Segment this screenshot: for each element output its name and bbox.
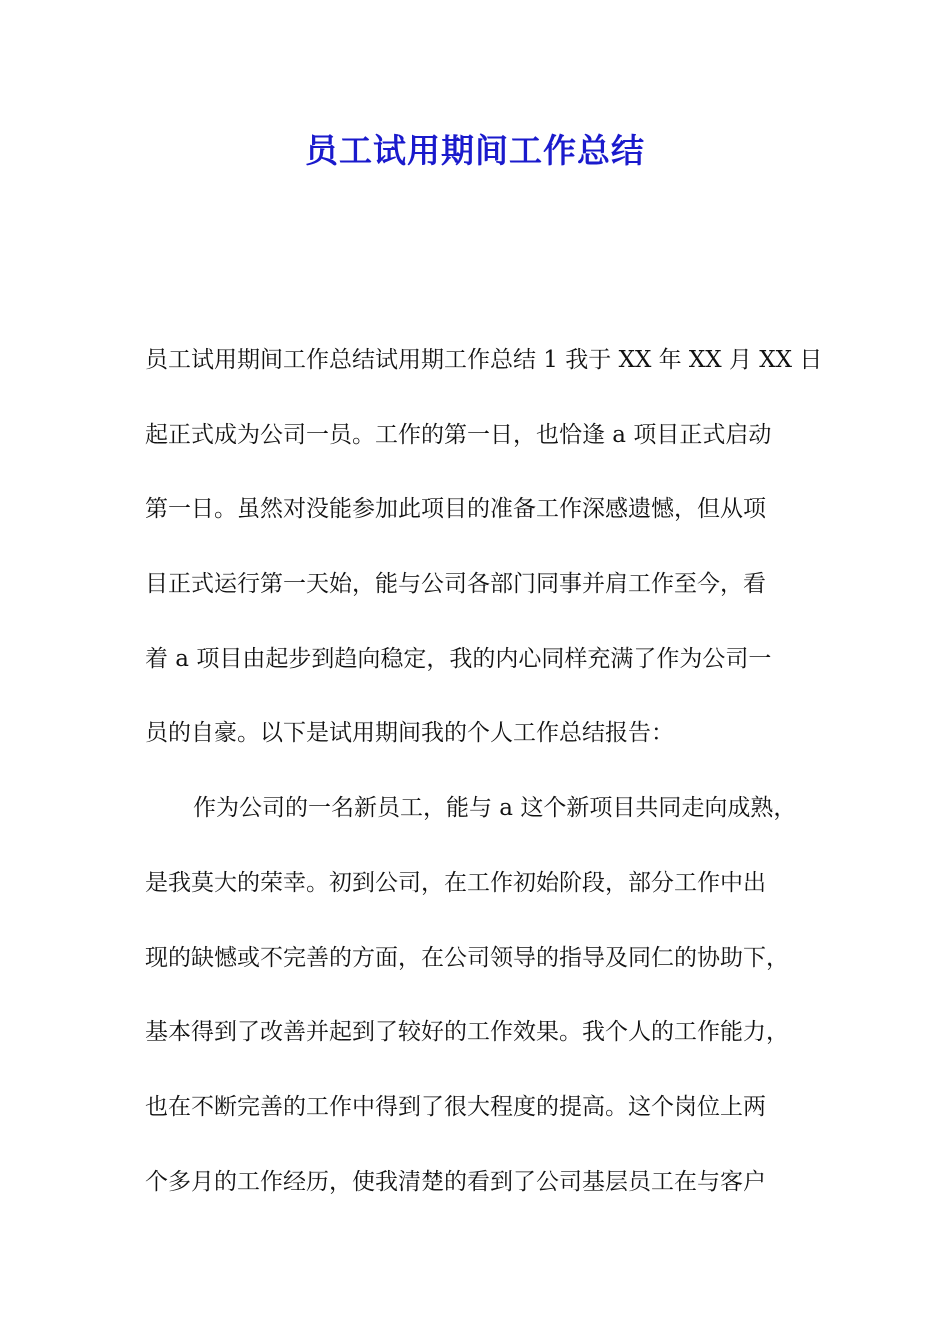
body-line: 个多月的工作经历，使我清楚的看到了公司基层员工在与客户 (145, 1169, 766, 1195)
body-line: 也在不断完善的工作中得到了很大程度的提高。这个岗位上两 (145, 1094, 766, 1120)
body-line-indented: 作为公司的一名新员工，能与 a 这个新项目共同走向成熟， (193, 795, 797, 821)
body-line: 基本得到了改善并起到了较好的工作效果。我个人的工作能力， (145, 1019, 789, 1045)
body-line: 员工试用期间工作总结试用期工作总结 1 我于 XX 年 XX 月 XX 日 (145, 347, 823, 373)
body-line: 现的缺憾或不完善的方面，在公司领导的指导及同仁的协助下， (145, 945, 789, 971)
body-line: 目正式运行第一天始，能与公司各部门同事并肩工作至今，看 (145, 571, 766, 597)
document-title: 员工试用期间工作总结 (305, 131, 645, 170)
body-line: 第一日。虽然对没能参加此项目的准备工作深感遗憾，但从项 (145, 496, 766, 522)
body-line: 着 a 项目由起步到趋向稳定，我的内心同样充满了作为公司一 (145, 646, 772, 672)
body-line: 员的自豪。以下是试用期间我的个人工作总结报告： (145, 720, 674, 746)
body-line: 起正式成为公司一员。工作的第一日，也恰逢 a 项目正式启动 (145, 422, 772, 448)
body-line: 是我莫大的荣幸。初到公司，在工作初始阶段，部分工作中出 (145, 870, 766, 896)
